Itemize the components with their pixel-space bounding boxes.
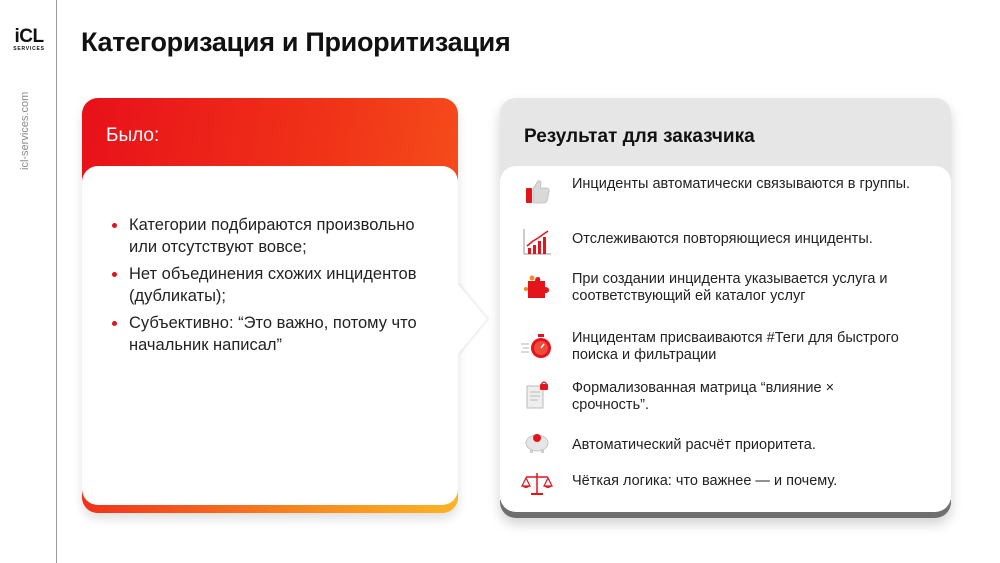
before-bullet-text: Категории подбираются произвольно или отсутствуют вовсе; bbox=[129, 216, 415, 256]
thumbs-up-icon bbox=[520, 176, 554, 210]
before-bullet-list bbox=[112, 214, 442, 361]
brand-logo bbox=[9, 28, 49, 53]
growth-chart-icon bbox=[520, 226, 554, 260]
before-card-heading: Было: bbox=[106, 125, 160, 146]
result-card bbox=[500, 98, 951, 518]
result-item-text: Чёткая логика: что важнее — и почему. bbox=[572, 473, 838, 489]
result-item bbox=[520, 330, 940, 370]
stopwatch-icon bbox=[520, 330, 554, 364]
result-item-text: Отслеживаются повторяющиеся инциденты. bbox=[572, 231, 873, 247]
before-bullet-text: Субъективно: “Это важно, потому что начальник написал” bbox=[129, 314, 417, 354]
result-item-text: Инциденты автоматически связываются в группы. bbox=[572, 176, 911, 192]
bullet-dot-icon bbox=[112, 223, 117, 228]
left-rail bbox=[0, 0, 57, 563]
result-item-text: Формализованная матрица “влияние × срочность”. bbox=[572, 380, 835, 413]
before-bullet-item bbox=[112, 263, 442, 307]
scales-icon bbox=[520, 469, 554, 503]
piggy-bank-icon bbox=[520, 428, 554, 462]
before-bullet-item bbox=[112, 312, 442, 356]
before-card bbox=[82, 98, 458, 513]
logo-sub-text: SERVICES bbox=[13, 46, 45, 52]
result-item bbox=[520, 271, 940, 311]
before-card-body bbox=[82, 166, 458, 505]
result-item bbox=[520, 469, 940, 509]
bullet-dot-icon bbox=[112, 321, 117, 326]
bullet-dot-icon bbox=[112, 272, 117, 277]
document-lock-icon bbox=[520, 380, 554, 414]
before-bullet-text: Нет объединения схожих инцидентов (дубликаты); bbox=[129, 265, 417, 305]
page-title: Категоризация и Приоритизация bbox=[81, 27, 511, 57]
before-bullet-item bbox=[112, 214, 442, 258]
result-item bbox=[520, 176, 940, 216]
logo-main-text: iCL bbox=[14, 26, 44, 47]
result-item bbox=[520, 226, 940, 266]
result-card-body bbox=[500, 166, 951, 512]
result-card-heading: Результат для заказчика bbox=[524, 126, 755, 147]
result-item-text: При создании инцидента указывается услуга и соответствующий ей каталог услуг bbox=[572, 271, 888, 304]
result-item-text: Инцидентам присваиваются #Теги для быстрого поиска и фильтрации bbox=[572, 330, 899, 363]
result-item bbox=[520, 380, 940, 420]
puzzle-icon bbox=[520, 271, 554, 305]
result-item-text: Автоматический расчёт приоритета. bbox=[572, 437, 816, 453]
result-item bbox=[520, 428, 940, 468]
site-url: icl-services.com bbox=[19, 91, 31, 170]
transition-arrow-icon bbox=[457, 283, 487, 355]
